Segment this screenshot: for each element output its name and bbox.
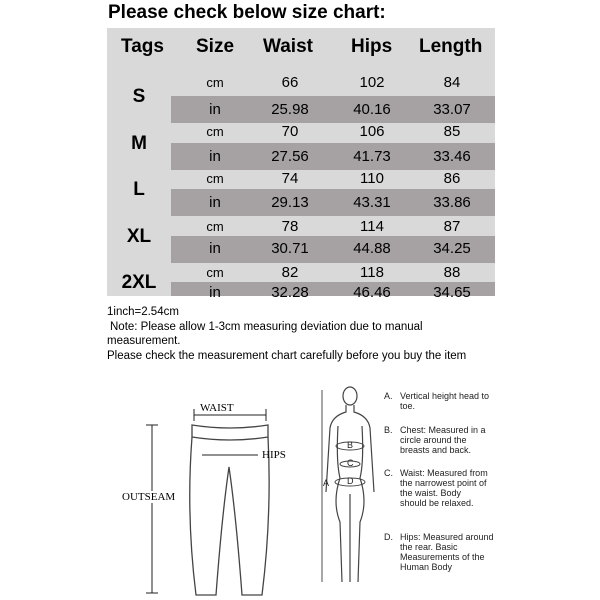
hips-label: HIPS	[262, 449, 286, 461]
tag-m: M	[131, 133, 147, 154]
tag-l: L	[133, 179, 145, 200]
cell-waist: 66	[281, 74, 299, 91]
unit-cm: cm	[206, 265, 224, 280]
size-chart-table	[107, 28, 495, 301]
unit-cm: cm	[206, 171, 224, 186]
cell-hips: 44.88	[353, 240, 391, 257]
legend-letter-d: D.	[384, 532, 393, 542]
legend-text-a: Vertical height head to toe.	[400, 391, 490, 411]
cell-waist: 25.98	[271, 101, 309, 118]
unit-cm: cm	[206, 219, 224, 234]
legend-text-b: Chest: Measured in a circle around the breasts and back.	[400, 425, 486, 455]
deviation-note: Note: Please allow 1-3cm measuring deviation due to manual	[110, 321, 423, 333]
cell-waist: 70	[281, 123, 299, 140]
cell-hips: 40.16	[353, 101, 391, 118]
unit-in: in	[209, 194, 221, 211]
unit-cm: cm	[206, 75, 224, 90]
cell-hips: 110	[360, 170, 384, 187]
conversion-note: 1inch=2.54cm	[107, 306, 179, 318]
unit-in: in	[209, 101, 221, 118]
cell-length: 33.86	[433, 194, 471, 211]
tag-s: S	[132, 86, 146, 107]
legend-letter-c: C.	[384, 468, 393, 478]
body-letter-a: A	[323, 478, 330, 488]
header-hips: Hips	[351, 36, 393, 57]
unit-in: in	[209, 240, 221, 257]
cell-length: 33.07	[433, 101, 471, 118]
cell-hips: 114	[360, 218, 384, 235]
cell-length: 33.46	[433, 148, 471, 165]
cell-waist: 82	[281, 264, 299, 281]
legend-letter-a: A.	[384, 391, 393, 401]
cell-waist: 29.13	[271, 194, 309, 211]
cell-hips: 46.46	[353, 284, 391, 301]
cell-waist: 32.28	[271, 284, 309, 301]
cell-length: 88	[443, 264, 461, 281]
check-chart-note: Please check the measurement chart carefully before you buy the item	[107, 350, 467, 362]
header-waist: Waist	[263, 36, 313, 57]
cell-hips: 43.31	[353, 194, 391, 211]
cell-length: 87	[443, 218, 461, 235]
cell-length: 34.25	[433, 240, 471, 257]
tag-xl: XL	[126, 226, 152, 247]
cell-waist: 78	[281, 218, 299, 235]
header-tags: Tags	[121, 36, 164, 57]
body-letter-d: D	[347, 476, 354, 486]
cell-waist: 74	[281, 170, 299, 187]
unit-in: in	[209, 284, 221, 301]
legend-letter-b: B.	[384, 425, 393, 435]
header-size: Size	[196, 36, 235, 57]
cell-hips: 41.73	[353, 148, 391, 165]
body-letter-b: B	[347, 440, 354, 450]
cell-waist: 30.71	[271, 240, 309, 257]
waist-label: WAIST	[200, 402, 234, 414]
legend-text-d: Hips: Measured around the rear. Basic Measurements of the Human Body	[400, 532, 494, 572]
cell-length: 84	[443, 74, 461, 91]
cell-hips: 118	[360, 264, 384, 281]
cell-waist: 27.56	[271, 148, 309, 165]
body-diagram	[318, 382, 382, 594]
cell-length: 85	[443, 123, 461, 140]
body-letter-c: C	[347, 458, 354, 468]
cell-length: 86	[443, 170, 461, 187]
outseam-label: OUTSEAM	[122, 491, 176, 503]
size-chart-heading: Please check below size chart:	[108, 2, 386, 23]
header-length: Length	[419, 36, 483, 57]
deviation-note-continued: measurement.	[107, 335, 181, 347]
cell-length: 34.65	[433, 284, 471, 301]
unit-cm: cm	[206, 124, 224, 139]
tag-2xl: 2XL	[121, 272, 157, 293]
cell-hips: 102	[359, 74, 385, 91]
cell-hips: 106	[359, 123, 385, 140]
unit-in: in	[209, 148, 221, 165]
legend-text-c: Waist: Measured from the narrowest point of the waist. Body should be relaxed.	[400, 468, 488, 508]
